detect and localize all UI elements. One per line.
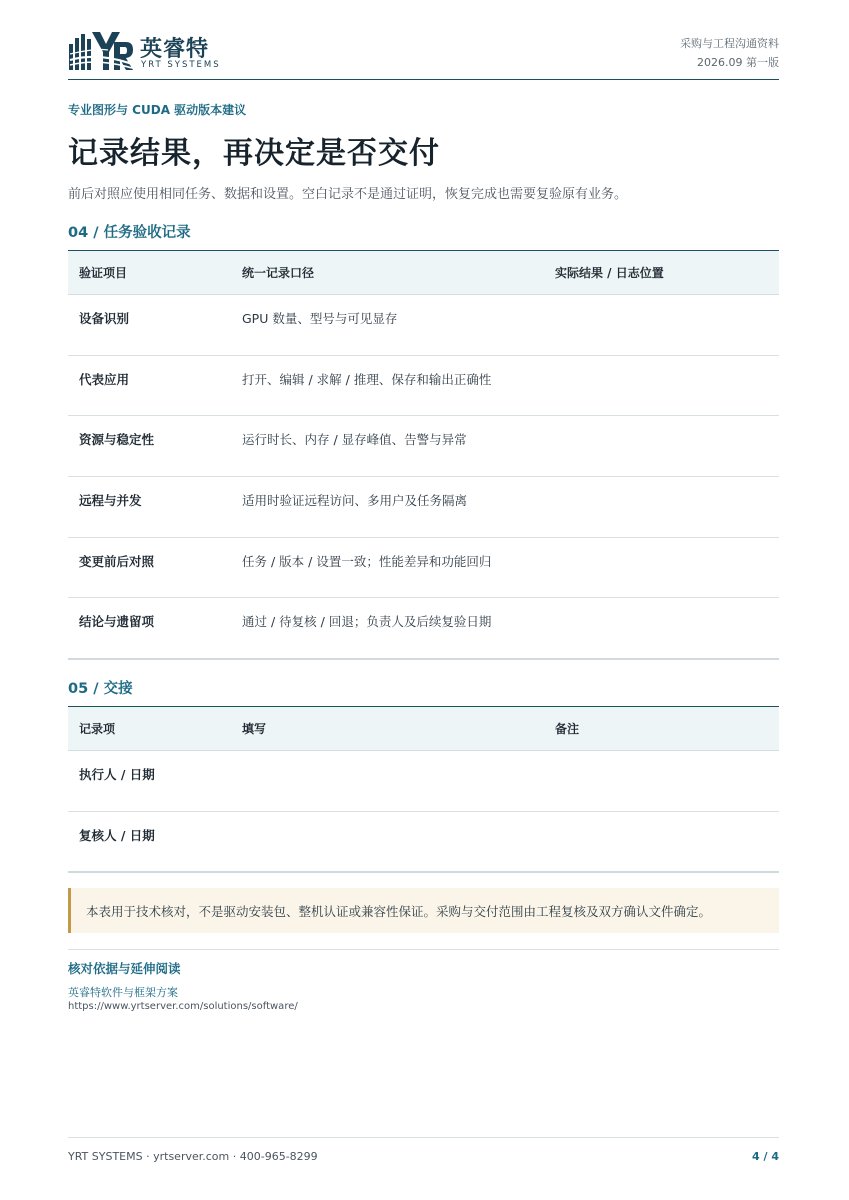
table-row: [68, 355, 779, 416]
reference-url[interactable]: https://www.yrtserver.com/solutions/software/: [68, 1001, 298, 1012]
row-result-field[interactable]: [544, 355, 779, 416]
column-header: 记录项: [68, 707, 231, 751]
column-header: 统一记录口径: [231, 251, 544, 295]
table-header-row: [68, 251, 779, 295]
row-result-field[interactable]: [544, 295, 779, 356]
row-item: 复核人 / 日期: [68, 811, 231, 872]
header-meta: [680, 34, 779, 72]
section-title-acceptance: 04 / 任务验收记录: [68, 225, 191, 241]
row-item: 变更前后对照: [68, 537, 231, 598]
row-remark-field[interactable]: [544, 811, 779, 872]
column-header: 备注: [544, 707, 779, 751]
table-row: [68, 751, 779, 812]
row-result-field[interactable]: [544, 477, 779, 538]
doc-type: 采购与工程沟通资料: [680, 37, 779, 50]
page-number: 4 / 4: [752, 1150, 779, 1163]
row-item: 资源与稳定性: [68, 416, 231, 477]
row-item: 结论与遗留项: [68, 598, 231, 659]
row-fill-field[interactable]: [231, 811, 544, 872]
table-row: [68, 295, 779, 356]
column-header: 验证项目: [68, 251, 231, 295]
row-item: 设备识别: [68, 295, 231, 356]
company-logo: [68, 28, 238, 74]
row-item: 代表应用: [68, 355, 231, 416]
row-criteria: 通过 / 待复核 / 回退；负责人及后续复验日期: [231, 598, 544, 659]
acceptance-record-table: [68, 250, 779, 660]
table-header-row: [68, 707, 779, 751]
page-title: 记录结果，再决定是否交付: [68, 136, 440, 171]
row-criteria: 任务 / 版本 / 设置一致；性能差异和功能回归: [231, 537, 544, 598]
logo-chinese-name: 英睿特: [140, 37, 210, 62]
row-remark-field[interactable]: [544, 751, 779, 812]
table-row: [68, 537, 779, 598]
row-criteria: 打开、编辑 / 求解 / 推理、保存和输出正确性: [231, 355, 544, 416]
column-header: 填写: [231, 707, 544, 751]
row-criteria: 适用时验证远程访问、多用户及任务隔离: [231, 477, 544, 538]
section-eyebrow: 专业图形与 CUDA 驱动版本建议: [68, 103, 247, 117]
handover-table: [68, 706, 779, 873]
logo-english-name: YRT SYSTEMS: [141, 60, 221, 70]
column-header: 实际结果 / 日志位置: [544, 251, 779, 295]
row-result-field[interactable]: [544, 416, 779, 477]
page-header: [68, 28, 779, 80]
table-row: [68, 811, 779, 872]
reference-link[interactable]: 英睿特软件与框架方案: [68, 986, 178, 999]
yrt-logo-icon: [68, 30, 134, 72]
table-row: [68, 416, 779, 477]
table-row: [68, 477, 779, 538]
table-row: [68, 598, 779, 659]
page-subtitle: 前后对照应使用相同任务、数据和设置。空白记录不是通过证明，恢复完成也需要复验原有业务。: [68, 187, 628, 202]
row-item: 远程与并发: [68, 477, 231, 538]
row-criteria: GPU 数量、型号与可见显存: [231, 295, 544, 356]
row-result-field[interactable]: [544, 598, 779, 659]
disclaimer-note: [68, 888, 779, 933]
row-fill-field[interactable]: [231, 751, 544, 812]
disclaimer-text: 本表用于技术核对，不是驱动安装包、整机认证或兼容性保证。采购与交付范围由工程复核及双方确认文件确定。: [86, 904, 712, 919]
footer-contact: YRT SYSTEMS · yrtserver.com · 400-965-8299: [68, 1150, 318, 1163]
divider: [68, 949, 779, 950]
footer-divider: [68, 1137, 779, 1138]
doc-edition: 2026.09 第一版: [697, 56, 779, 69]
section-title-handover: 05 / 交接: [68, 681, 133, 697]
row-result-field[interactable]: [544, 537, 779, 598]
reference-title: 核对依据与延伸阅读: [68, 961, 181, 976]
row-criteria: 运行时长、内存 / 显存峰值、告警与异常: [231, 416, 544, 477]
row-item: 执行人 / 日期: [68, 751, 231, 812]
